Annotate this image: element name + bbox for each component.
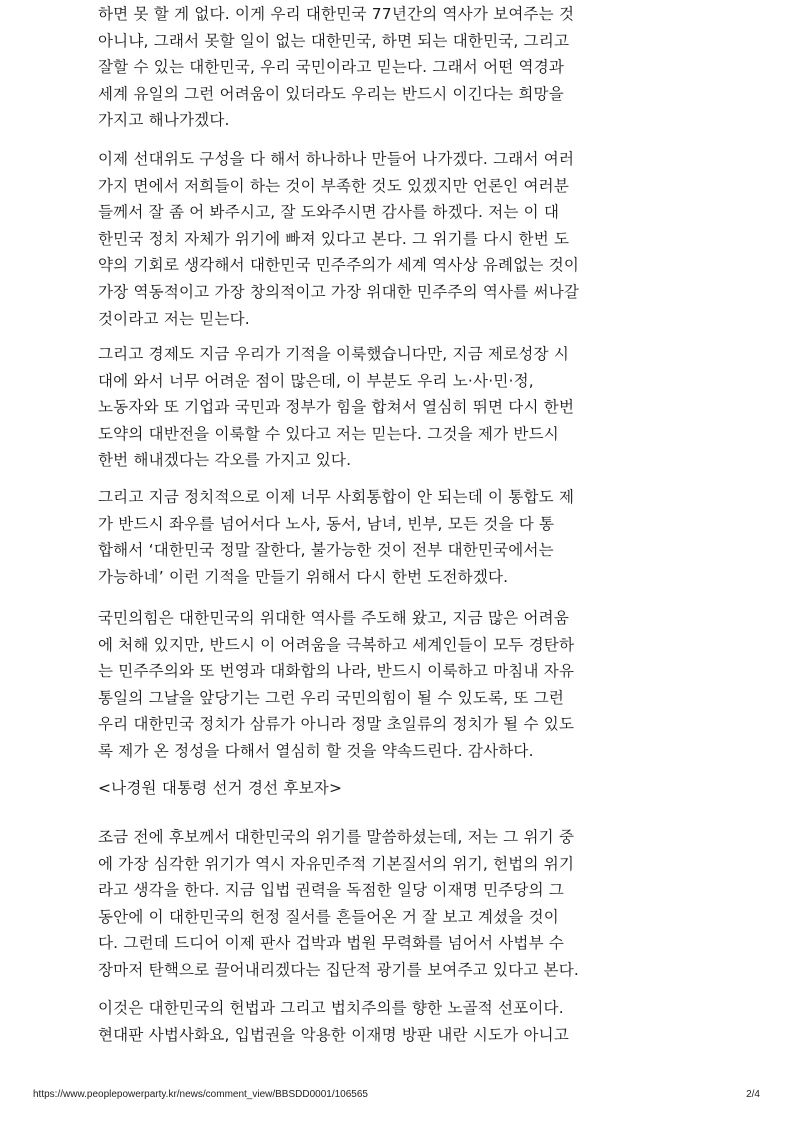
text-line: 들께서 잘 좀 어 봐주시고, 잘 도와주시면 감사를 하겠다. 저는 이 대 [98, 203, 560, 222]
print-footer [0, 1089, 793, 1105]
paragraph-4 [98, 484, 574, 590]
text-line: 도약의 대반전을 이룩할 수 있다고 저는 믿는다. 그것을 제가 반드시 [98, 424, 559, 443]
text-line: 우리 대한민국 정치가 삼류가 아니라 정말 초일류의 정치가 될 수 있도 [98, 715, 575, 734]
speaker-heading [98, 775, 342, 802]
text-line: 세계 유일의 그런 어려움이 있더라도 우리는 반드시 이긴다는 희망을 [98, 84, 564, 103]
text-line: 합해서 ‘대한민국 정말 잘한다, 불가능한 것이 전부 대한민국에서는 [98, 541, 554, 560]
footer-url: https://www.peoplepowerparty.kr/news/comment_view/BBSDD0001/106565 [33, 1089, 368, 1100]
text-line: 조금 전에 후보께서 대한민국의 위기를 말씀하셨는데, 저는 그 위기 중 [98, 828, 575, 846]
text-line: 통일의 그날을 앞당기는 그런 우리 국민의힘이 될 수 있도록, 또 그런 [98, 688, 565, 707]
text-line: 록 제가 온 정성을 다해서 열심히 할 것을 약속드린다. 감사하다. [98, 741, 534, 760]
paragraph-3 [98, 341, 574, 474]
text-line: 이제 선대위도 구성을 다 해서 하나하나 만들어 나가겠다. 그래서 여러 [98, 150, 575, 168]
text-line: 하면 못 할 게 없다. 이게 우리 대한민국 77년간의 역사가 보여주는 것 [98, 5, 575, 23]
text-line: 그리고 경제도 지금 우리가 기적을 이룩했습니다만, 지금 제로성장 시 [98, 345, 569, 363]
text-line: 가지고 해나가겠다. [98, 111, 230, 130]
text-line: 잘할 수 있는 대한민국, 우리 국민이라고 믿는다. 그래서 어떤 역경과 [98, 58, 565, 77]
text-line: 라고 생각을 한다. 지금 입법 권력을 독점한 일당 이재명 민주당의 그 [98, 881, 565, 900]
text-line: 가지 면에서 저희들이 하는 것이 부족한 것도 있겠지만 언론인 여러분 [98, 176, 569, 195]
text-line: <나경원 대통령 선거 경선 후보자> [98, 779, 343, 797]
text-line: 그리고 지금 정치적으로 이제 너무 사회통합이 안 되는데 이 통합도 제 [98, 488, 575, 506]
text-line: 다. 그런데 드디어 이제 판사 겁박과 법원 무력화를 넘어서 사법부 수 [98, 934, 565, 953]
text-line: 동안에 이 대한민국의 헌정 질서를 흔들어온 거 잘 보고 계셨을 것이 [98, 907, 559, 926]
text-line: 에 가장 심각한 위기가 역시 자유민주적 기본질서의 위기, 헌법의 위기 [98, 854, 575, 873]
paragraph-6 [98, 824, 579, 984]
paragraph-7 [98, 995, 569, 1048]
page-number: 2/4 [746, 1089, 760, 1100]
text-line: 한민국 정치 자체가 위기에 빠져 있다고 본다. 그 위기를 다시 한번 도 [98, 229, 570, 248]
text-line: 가능하네’ 이런 기적을 만들기 위해서 다시 한번 도전하겠다. [98, 567, 509, 586]
text-line: 에 처해 있지만, 반드시 이 어려움을 극복하고 세계인들이 모두 경탄하 [98, 635, 575, 654]
text-line: 대에 와서 너무 어려운 점이 많은데, 이 부분도 우리 노·사·민·정, [98, 371, 534, 390]
text-line: 것이라고 저는 믿는다. [98, 309, 250, 328]
text-line: 가장 역동적이고 가장 창의적이고 가장 위대한 민주주의 역사를 써나갈 [98, 282, 580, 301]
text-line: 는 민주주의와 또 번영과 대화합의 나라, 반드시 이룩하고 마침내 자유 [98, 662, 575, 681]
text-line: 국민의힘은 대한민국의 위대한 역사를 주도해 왔고, 지금 많은 어려움 [98, 609, 569, 627]
text-line: 이것은 대한민국의 헌법과 그리고 법치주의를 향한 노골적 선포이다. [98, 999, 564, 1017]
text-line: 가 반드시 좌우를 넘어서다 노사, 동서, 남녀, 빈부, 모든 것을 다 통 [98, 514, 555, 533]
text-line: 한번 해내겠다는 각오를 가지고 있다. [98, 451, 352, 470]
paragraph-1 [98, 1, 574, 134]
text-line: 아니냐, 그래서 못할 일이 없는 대한민국, 하면 되는 대한민국, 그리고 [98, 31, 570, 50]
text-line: 장마저 탄핵으로 끌어내리겠다는 집단적 광기를 보여주고 있다고 본다. [98, 960, 580, 979]
paragraph-5 [98, 605, 574, 765]
text-line: 현대판 사법사화요, 입법권을 악용한 이재명 방판 내란 시도가 아니고 [98, 1025, 569, 1044]
text-line: 약의 기회로 생각해서 대한민국 민주주의가 세계 역사상 유례없는 것이 [98, 256, 580, 275]
text-line: 노동자와 또 기업과 국민과 정부가 힘을 합쳐서 열심히 뛰면 다시 한번 [98, 398, 575, 417]
paragraph-2 [98, 146, 579, 332]
